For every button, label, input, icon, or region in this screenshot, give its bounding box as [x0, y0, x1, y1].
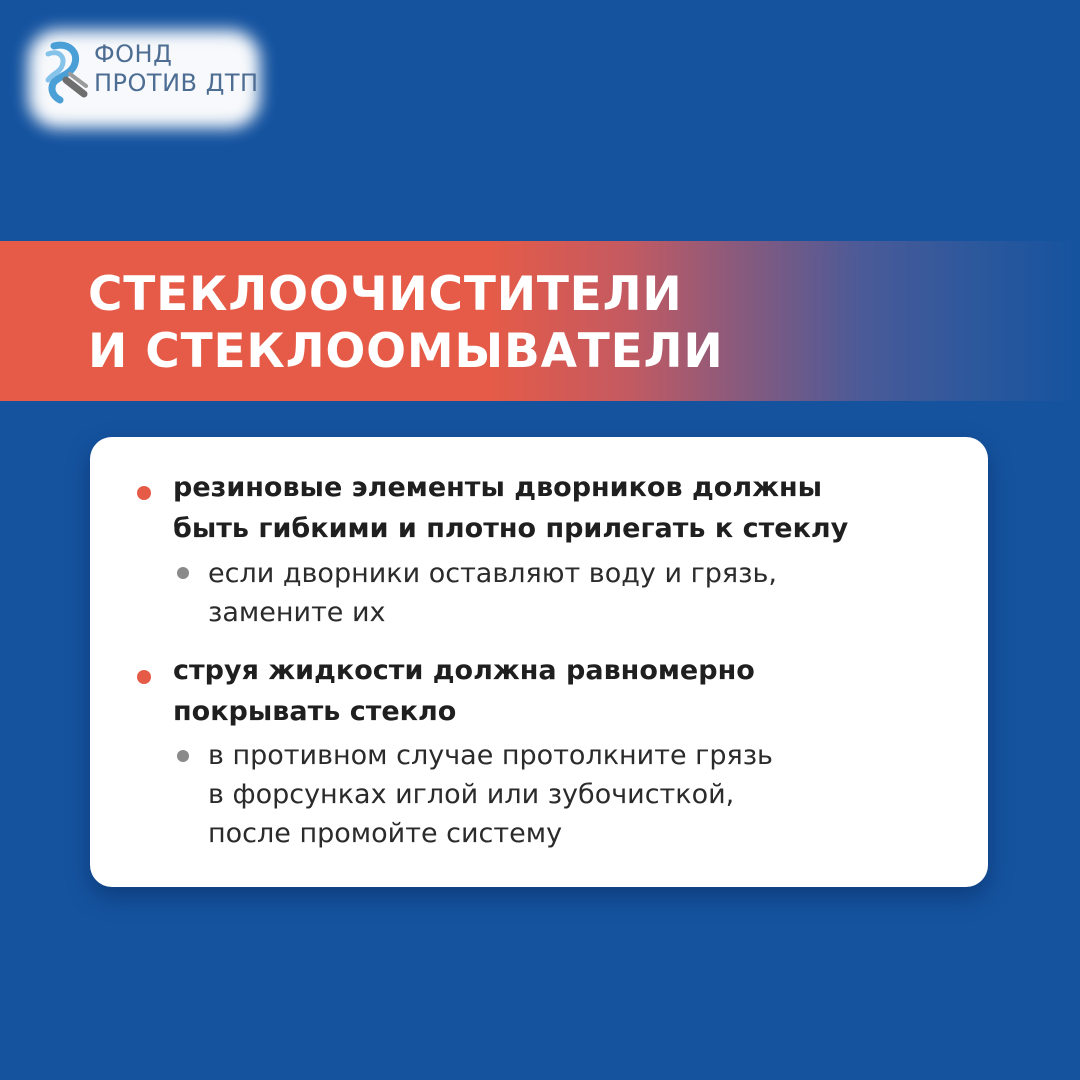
- logo-line-1: ФОНД: [94, 40, 173, 68]
- logo-line-2: ПРОТИВ ДТП: [94, 69, 259, 97]
- main-bullet-icon: [137, 670, 151, 684]
- content-card: [90, 437, 988, 887]
- main-point-line: покрывать стекло: [173, 696, 457, 727]
- title-line-2: И СТЕКЛООМЫВАТЕЛИ: [88, 324, 724, 379]
- sub-bullet-icon: [177, 750, 189, 762]
- sub-point: [208, 554, 777, 632]
- sub-point: [208, 736, 773, 853]
- main-point-line: резиновые элементы дворников должны: [173, 472, 823, 503]
- sub-point-line: в форсунках иглой или зубочисткой,: [208, 779, 735, 810]
- main-point: [173, 467, 848, 549]
- main-bullet-icon: [137, 486, 151, 500]
- page-title: [88, 266, 724, 380]
- sub-point-line: после промойте систему: [208, 818, 563, 849]
- sub-point-line: замените их: [208, 597, 386, 628]
- sub-bullet-icon: [177, 567, 189, 579]
- title-line-1: СТЕКЛООЧИСТИТЕЛИ: [88, 267, 683, 322]
- sub-point-line: если дворники оставляют воду и грязь,: [208, 558, 778, 589]
- logo-text: [94, 40, 259, 98]
- main-point-line: струя жидкости должна равномерно: [173, 655, 755, 686]
- sub-point-line: в противном случае протолкните грязь: [208, 740, 773, 771]
- main-point: [173, 650, 755, 732]
- main-point-line: быть гибкими и плотно прилегать к стеклу: [173, 513, 849, 544]
- logo: [28, 30, 260, 128]
- foundation-logo-icon: [40, 40, 90, 104]
